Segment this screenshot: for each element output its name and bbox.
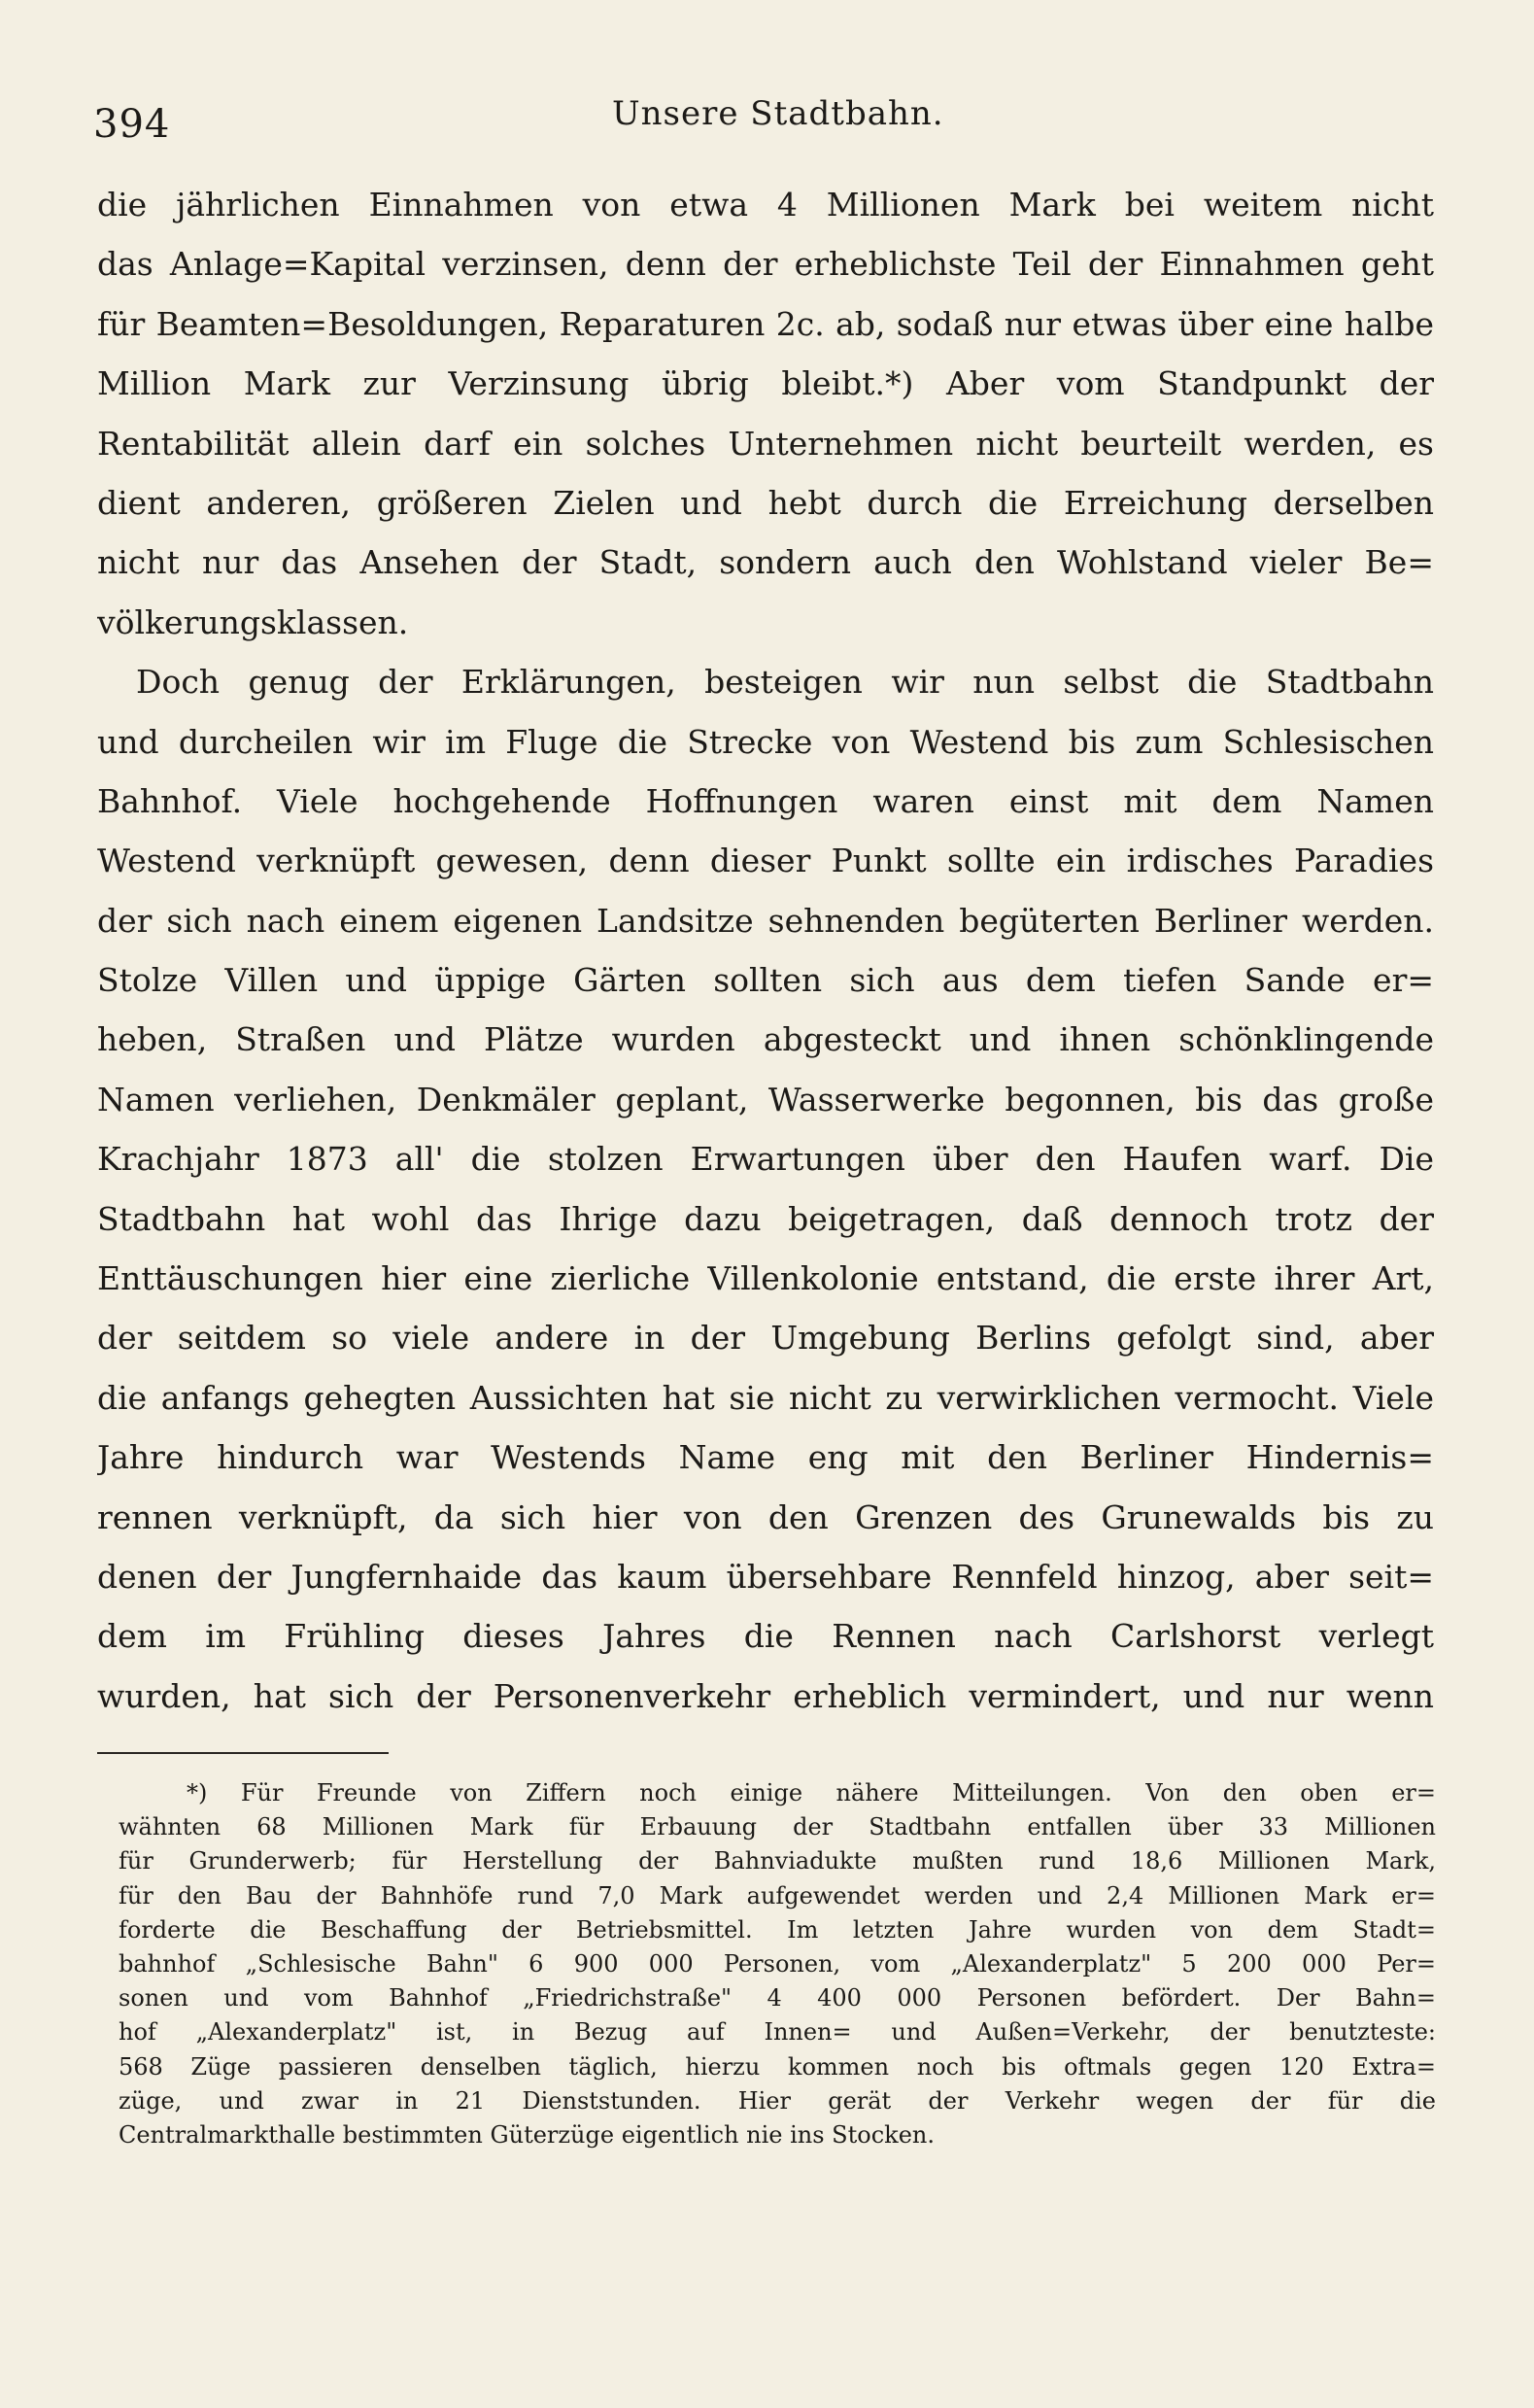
body-line: Westend verknüpft gewesen, denn dieser Punkt sollte ein irdisches Paradies [97, 842, 1434, 880]
body-line: wurden, hat sich der Personenverkehr erheblich vermindert, und nur wenn [97, 1676, 1434, 1715]
body-line: nicht nur das Ansehen der Stadt, sondern auch den Wohlstand vieler Be= [97, 543, 1434, 582]
footnote-line: Centralmarkthalle bestimmten Güterzüge eigentlich nie ins Stocken. [119, 2120, 935, 2149]
body-line: Krachjahr 1873 all' die stolzen Erwartungen über den Haufen warf. Die [97, 1140, 1434, 1179]
body-line: Bahnhof. Viele hochgehende Hoffnungen waren einst mit dem Namen [97, 781, 1434, 820]
footnote-line: züge, und zwar in 21 Dienststunden. Hier gerät der Verkehr wegen der für die [119, 2086, 1436, 2115]
footnote-line: forderte die Beschaffung der Betriebsmittel. Im letzten Jahre wurden von dem Stadt= [119, 1915, 1436, 1944]
footnote-line: 568 Züge passieren denselben täglich, hierzu kommen noch bis oftmals gegen 120 Extra= [119, 2052, 1436, 2081]
body-line: die anfangs gehegten Aussichten hat sie nicht zu verwirklichen vermocht. Viele [97, 1378, 1434, 1417]
body-line: Doch genug der Erklärungen, besteigen wir nun selbst die Stadtbahn [136, 663, 1434, 702]
footnote [119, 1776, 1436, 2152]
body-line: Enttäuschungen hier eine zierliche Villenkolonie entstand, die erste ihrer Art, [97, 1259, 1434, 1298]
body-line: das Anlage=Kapital verzinsen, denn der erheblichste Teil der Einnahmen geht [97, 245, 1434, 284]
body-line: Rentabilität allein darf ein solches Unternehmen nicht beurteilt werden, es [97, 424, 1434, 463]
body-line: völkerungsklassen. [97, 602, 409, 641]
footnote-line: wähnten 68 Millionen Mark für Erbauung der Stadtbahn entfallen über 33 Millionen [119, 1813, 1436, 1841]
footnote-line: für den Bau der Bahnhöfe rund 7,0 Mark aufgewendet werden und 2,4 Millionen Mark er= [119, 1881, 1436, 1909]
body-line: für Beamten=Besoldungen, Reparaturen 2c. ab, sodaß nur etwas über eine halbe [97, 304, 1434, 343]
running-head: Unsere Stadtbahn. [612, 94, 944, 133]
body-line: rennen verknüpft, da sich hier von den Grenzen des Grunewalds bis zu [97, 1497, 1434, 1536]
body-line: denen der Jungfernhaide das kaum übersehbare Rennfeld hinzog, aber seit= [97, 1557, 1434, 1596]
footnote-line: bahnhof „Schlesische Bahn" 6 900 000 Personen, vom „Alexanderplatz" 5 200 000 Per= [119, 1949, 1436, 1978]
body-line: Jahre hindurch war Westends Name eng mit den Berliner Hindernis= [97, 1438, 1434, 1477]
body-line: dem im Frühling dieses Jahres die Rennen nach Carlshorst verlegt [97, 1617, 1434, 1656]
body-line: und durcheilen wir im Fluge die Strecke von Westend bis zum Schlesischen [97, 722, 1434, 761]
body-line: der sich nach einem eigenen Landsitze sehnenden begüterten Berliner werden. [97, 901, 1434, 940]
footnote-line: *) Für Freunde von Ziffern noch einige nähere Mitteilungen. Von den oben er= [187, 1779, 1436, 1806]
footnote-line: für Grunderwerb; für Herstellung der Bahnviadukte mußten rund 18,6 Millionen Mark, [119, 1847, 1436, 1875]
body-line: Million Mark zur Verzinsung übrig bleibt.*) Aber vom Standpunkt der [97, 364, 1434, 403]
footnote-divider [97, 1752, 389, 1754]
body-line: Stadtbahn hat wohl das Ihrige dazu beigetragen, daß dennoch trotz der [97, 1199, 1434, 1238]
body-line: Namen verliehen, Denkmäler geplant, Wasserwerke begonnen, bis das große [97, 1080, 1434, 1118]
footnote-line: hof „Alexanderplatz" ist, in Bezug auf Innen= und Außen=Verkehr, der benutzteste: [119, 2018, 1436, 2047]
body-line: dient anderen, größeren Zielen und hebt durch die Erreichung derselben [97, 483, 1434, 522]
body-line: der seitdem so viele andere in der Umgebung Berlins gefolgt sind, aber [97, 1319, 1434, 1358]
body-line: Stolze Villen und üppige Gärten sollten sich aus dem tiefen Sande er= [97, 961, 1434, 1000]
footnote-line: sonen und vom Bahnhof „Friedrichstraße" 4 400 000 Personen befördert. Der Bahn= [119, 1984, 1436, 2012]
body-line: heben, Straßen und Plätze wurden abgesteckt und ihnen schönklingende [97, 1020, 1434, 1059]
body-line: die jährlichen Einnahmen von etwa 4 Millionen Mark bei weitem nicht [97, 186, 1434, 224]
page-number: 394 [93, 102, 171, 147]
body-text [97, 175, 1434, 1726]
